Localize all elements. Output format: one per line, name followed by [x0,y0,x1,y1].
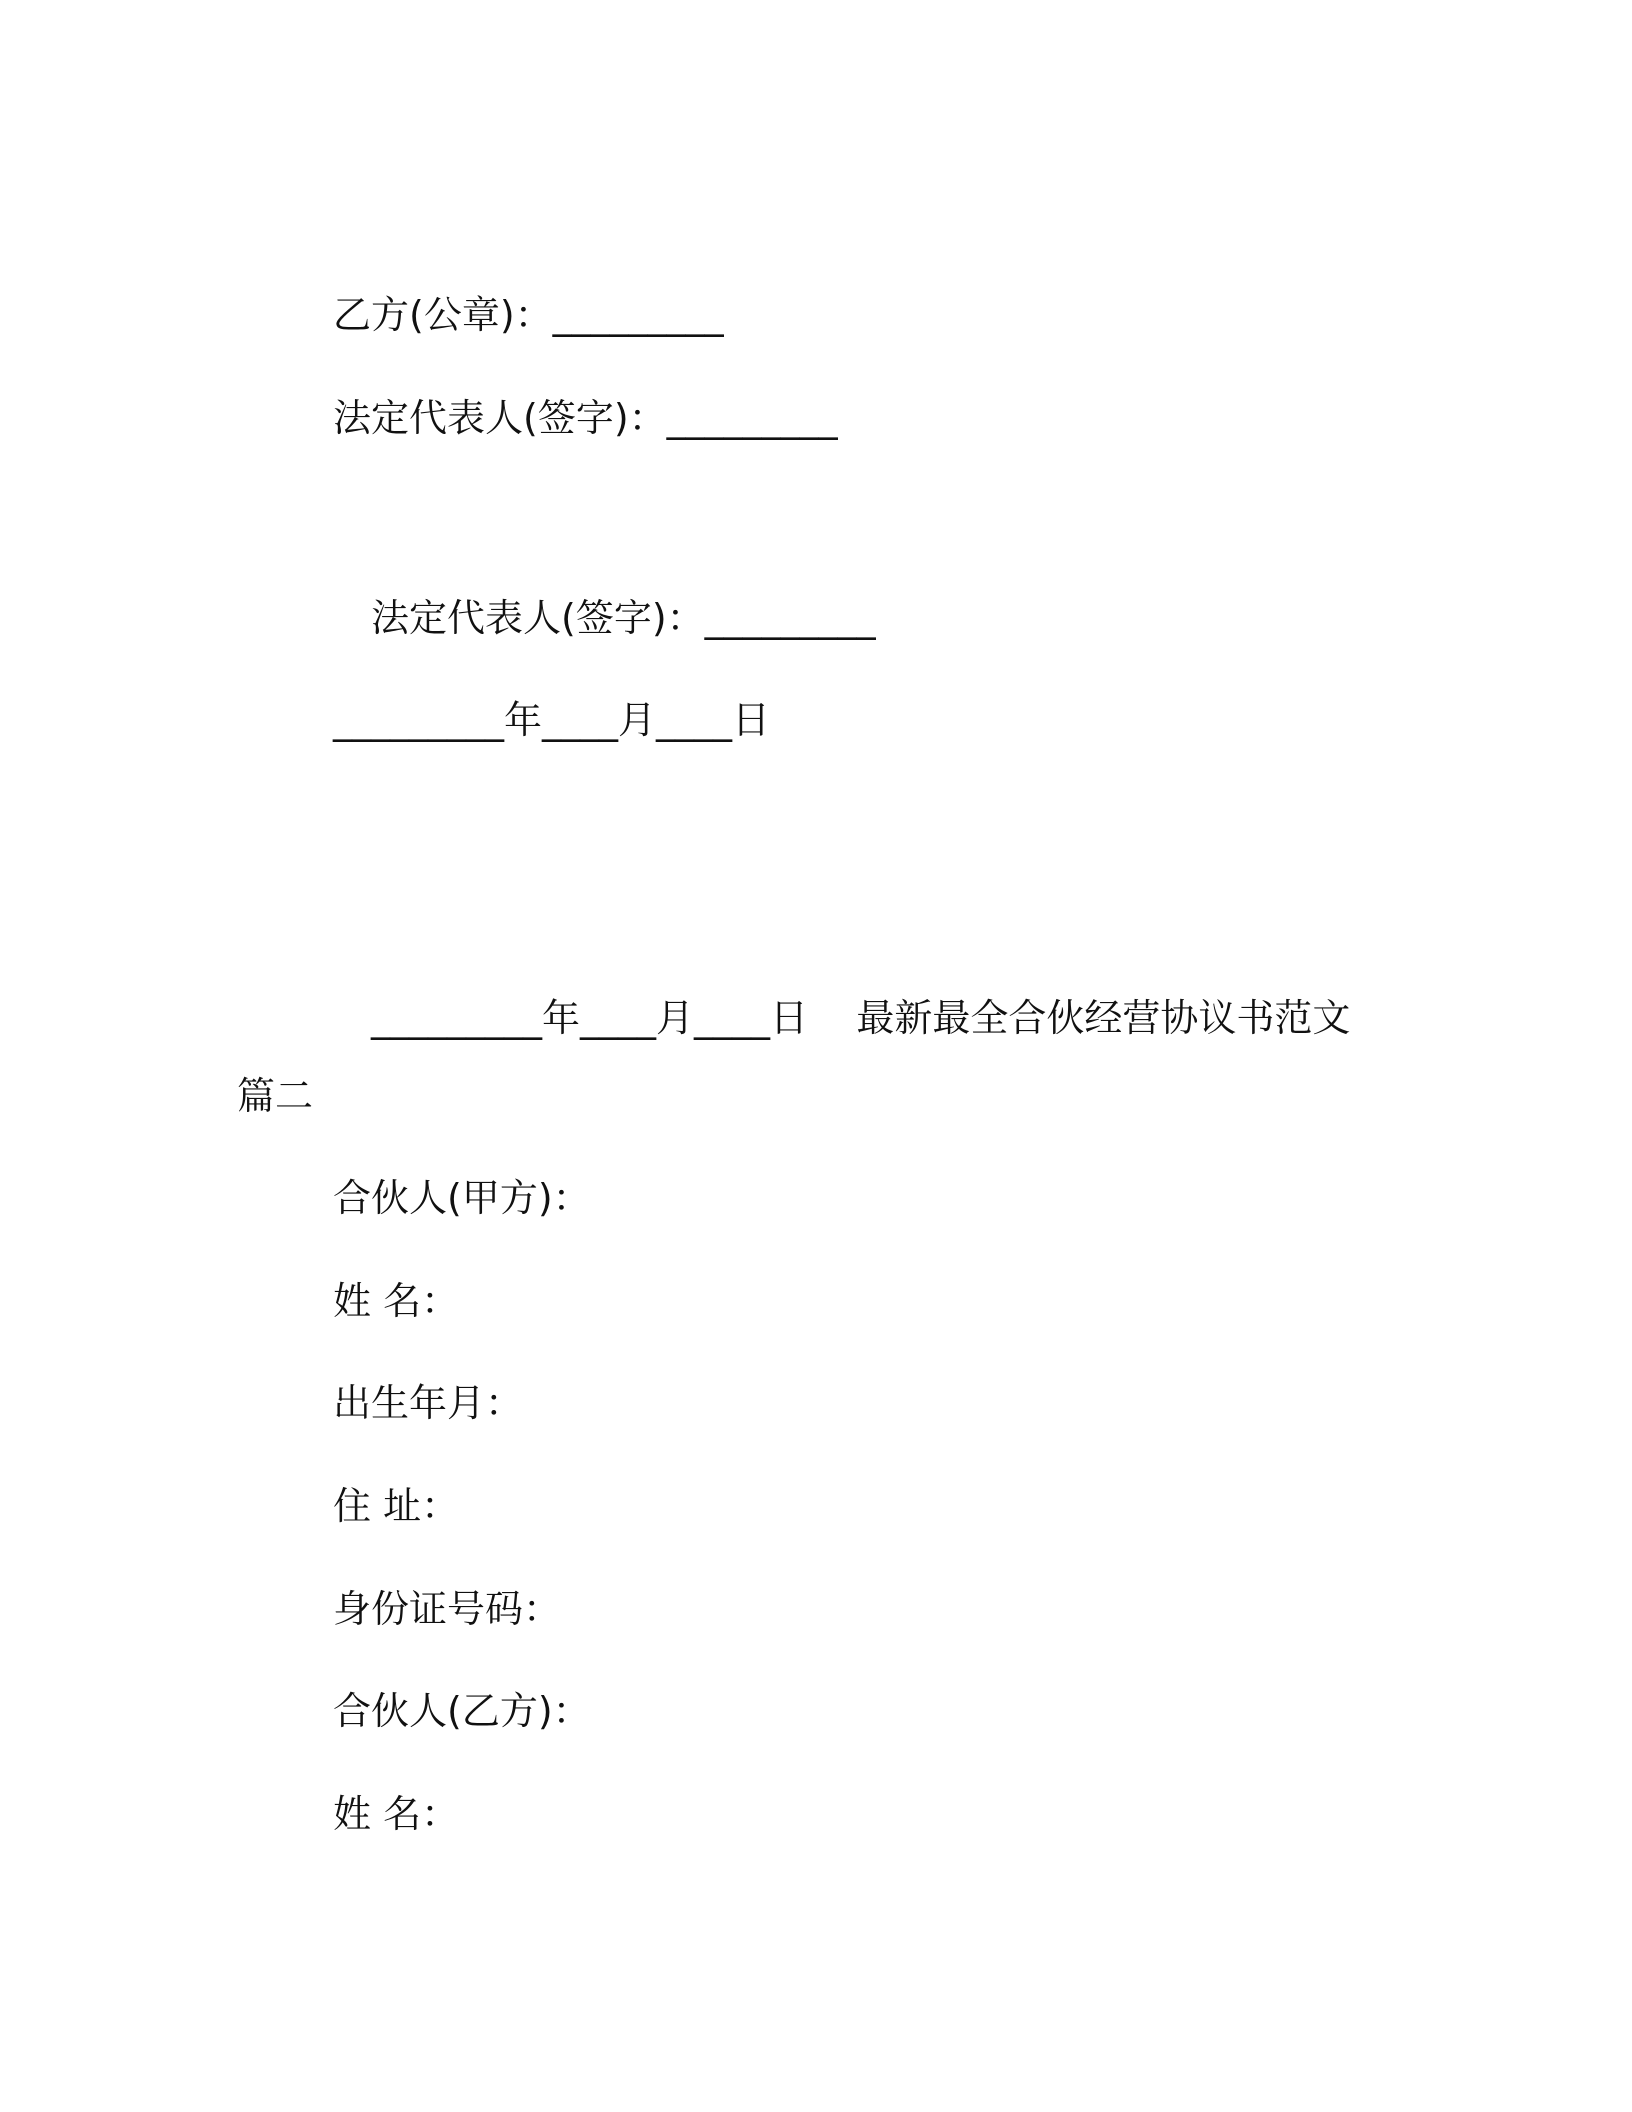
party-b-seal-line: 乙方(公章)：_________ [333,293,724,337]
id-number-field-label: 身份证号码： [333,1587,562,1631]
section-title-continuation: 篇二 [237,1074,314,1118]
partner-a-label: 合伙人(甲方)： [333,1176,591,1220]
partner-b-label: 合伙人(乙方)： [333,1689,591,1733]
date-and-title-line: _________年____月____日 最新最全合伙经营协议书范文 [371,996,1351,1040]
address-field-label: 住 址： [333,1484,460,1528]
name-field-label-2: 姓 名： [333,1792,460,1836]
birth-date-field-label: 出生年月： [333,1381,524,1425]
name-field-label: 姓 名： [333,1279,460,1323]
legal-representative-signature-line-2: 法定代表人(签字)：_________ [371,596,876,640]
legal-representative-signature-line: 法定代表人(签字)：_________ [333,396,838,440]
date-line: _________年____月____日 [333,698,771,742]
